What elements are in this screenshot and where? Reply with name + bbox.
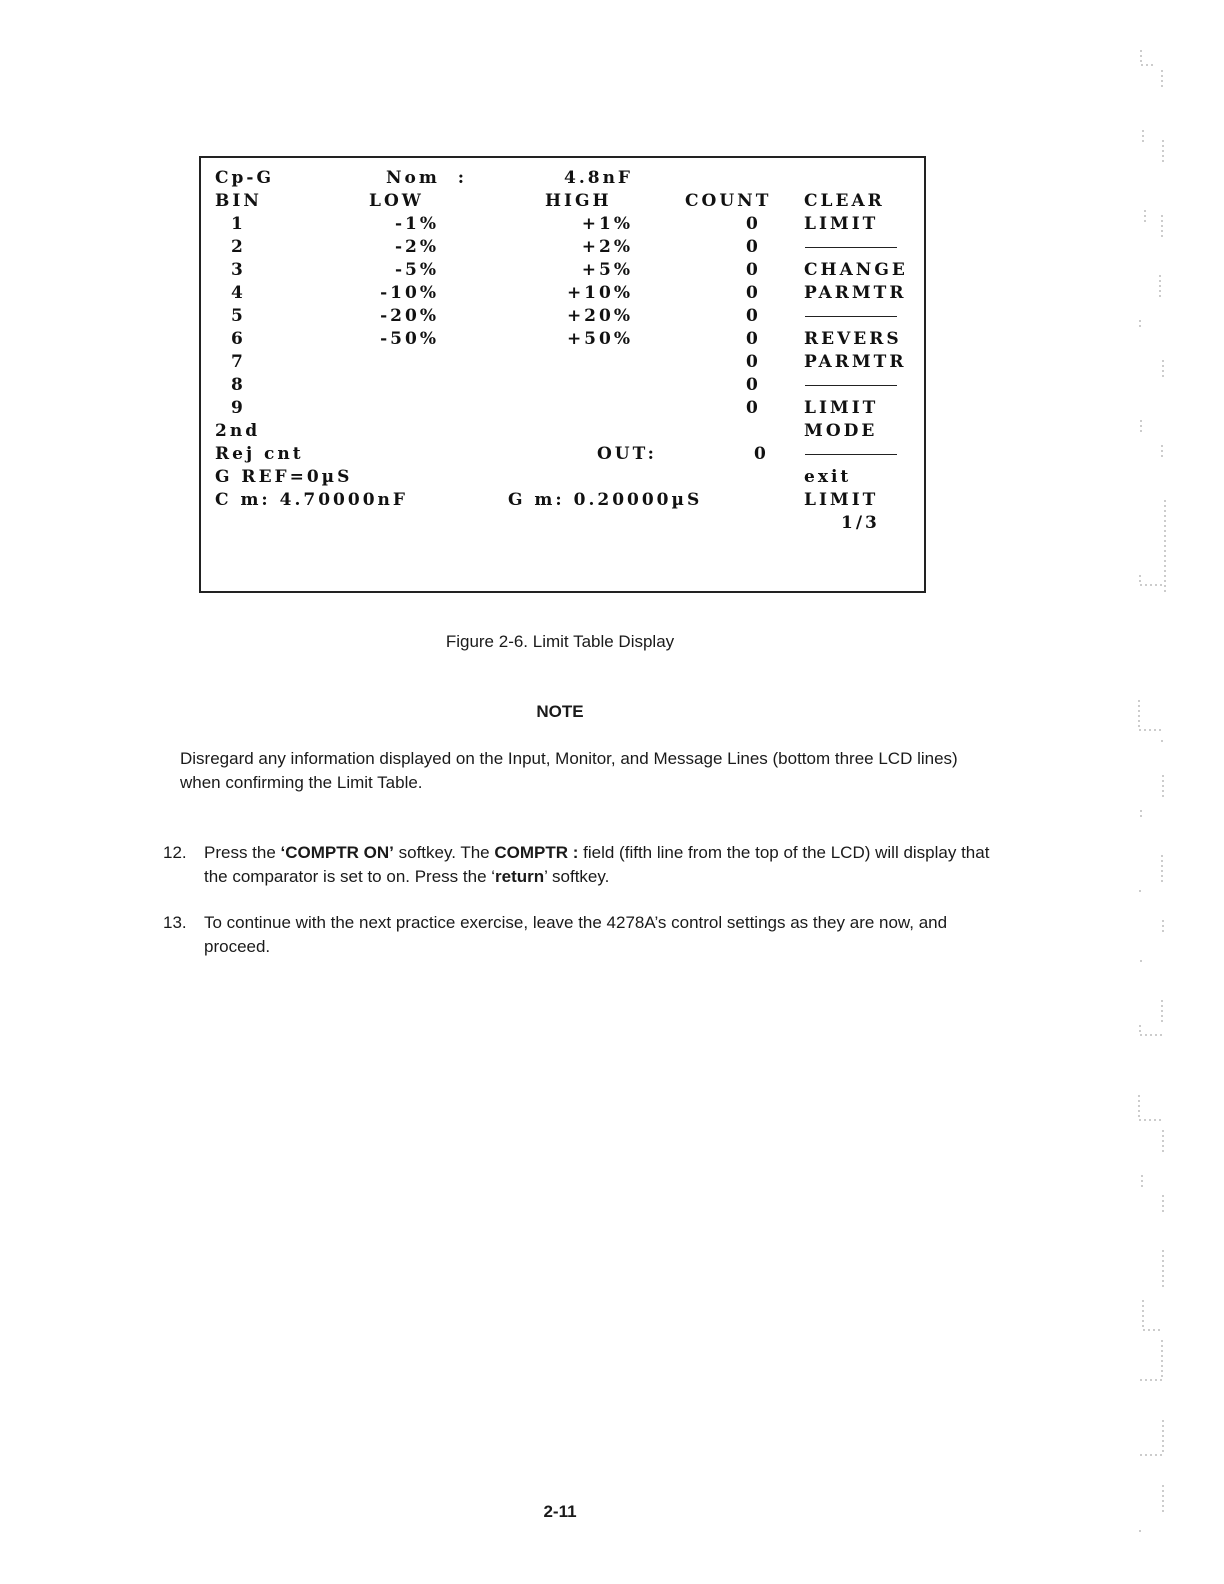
lcd-out-value: 0 bbox=[754, 444, 769, 464]
bin-high: +5% bbox=[581, 260, 633, 280]
step-text: field (fifth line from the top of the LCD) will display that the comparator is set to on. Press the ‘ bbox=[204, 843, 990, 886]
bin-number: 9 bbox=[231, 398, 246, 418]
bin-number: 6 bbox=[231, 329, 246, 349]
bin-high: +2% bbox=[581, 237, 633, 257]
step-body bbox=[204, 841, 993, 889]
softkey-change-parmtr-line1: CHANGE bbox=[804, 260, 908, 280]
softkey-exit-limit-line1: exit bbox=[804, 467, 852, 487]
lcd-gm: G m: 0.20000µS bbox=[508, 490, 703, 510]
bin-count: 0 bbox=[746, 237, 761, 257]
note-title: NOTE bbox=[536, 702, 584, 721]
bin-count: 0 bbox=[746, 260, 761, 280]
step-field-name: COMPTR : bbox=[494, 843, 579, 862]
lcd-header-bin: BIN bbox=[215, 191, 262, 211]
softkey-separator bbox=[805, 385, 897, 386]
lcd-out-label: OUT: bbox=[597, 444, 657, 464]
bin-number: 7 bbox=[231, 352, 246, 372]
step-text: softkey. The bbox=[393, 843, 495, 862]
softkey-separator bbox=[805, 247, 897, 248]
softkey-revers-parmtr-line1: REVERS bbox=[804, 329, 902, 349]
bin-number: 1 bbox=[231, 214, 246, 234]
bin-count: 0 bbox=[746, 214, 761, 234]
bin-high: +20% bbox=[566, 306, 633, 326]
bin-number: 8 bbox=[231, 375, 246, 395]
lcd-second: 2nd bbox=[215, 421, 261, 441]
bin-low: -50% bbox=[380, 329, 439, 349]
lcd-gref: G REF=0µS bbox=[215, 467, 353, 487]
softkey-change-parmtr-line2: PARMTR bbox=[804, 283, 907, 303]
lcd-rej-label: Rej cnt bbox=[215, 444, 304, 464]
step-number: 12. bbox=[163, 843, 187, 862]
softkey-separator bbox=[805, 454, 897, 455]
page-number: 2-11 bbox=[543, 1502, 577, 1521]
bin-low: -2% bbox=[394, 237, 439, 257]
softkey-revers-parmtr-line2: PARMTR bbox=[804, 352, 907, 372]
bin-low: -20% bbox=[380, 306, 439, 326]
step-body: To continue with the next practice exercise, leave the 4278A’s control settings as they are now, and proceed. bbox=[204, 913, 948, 956]
softkey-limit-mode-line2: MODE bbox=[804, 421, 878, 441]
lcd-page-indicator: 1/3 bbox=[841, 513, 880, 533]
note-body: Disregard any information displayed on the Input, Monitor, and Message Lines (bottom three LCD lines) when confirming the Limit Table. bbox=[180, 749, 958, 792]
softkey-clear-limit-line1: CLEAR bbox=[804, 191, 885, 211]
bin-number: 3 bbox=[231, 260, 246, 280]
bin-count: 0 bbox=[746, 283, 761, 303]
bin-count: 0 bbox=[746, 329, 761, 349]
lcd-header-low: LOW bbox=[369, 191, 424, 211]
bin-high: +50% bbox=[566, 329, 633, 349]
bin-number: 2 bbox=[231, 237, 246, 257]
softkey-separator bbox=[805, 316, 897, 317]
bin-high: +10% bbox=[566, 283, 633, 303]
softkey-exit-limit-line2: LIMIT bbox=[804, 490, 879, 510]
bin-low: -1% bbox=[394, 214, 439, 234]
softkey-limit-mode-line1: LIMIT bbox=[804, 398, 879, 418]
step-13 bbox=[163, 911, 993, 959]
bin-number: 5 bbox=[231, 306, 246, 326]
bin-count: 0 bbox=[746, 306, 761, 326]
step-12 bbox=[163, 841, 993, 889]
bin-count: 0 bbox=[746, 398, 761, 418]
limit-table-display bbox=[199, 156, 926, 593]
bin-low: -10% bbox=[380, 283, 439, 303]
lcd-header-high: HIGH bbox=[545, 191, 612, 211]
scan-edge-marks bbox=[1135, 40, 1175, 1550]
step-number: 13. bbox=[163, 913, 187, 932]
lcd-mode: Cp-G bbox=[215, 168, 274, 188]
step-key-name: return bbox=[495, 867, 545, 886]
lcd-cm: C m: 4.70000nF bbox=[215, 490, 408, 510]
figure-caption: Figure 2-6. Limit Table Display bbox=[445, 632, 675, 651]
softkey-clear-limit-line2: LIMIT bbox=[804, 214, 879, 234]
step-text: ’ softkey. bbox=[544, 867, 610, 886]
lcd-nom-label: Nom : bbox=[386, 168, 467, 188]
lcd-nom-value: 4.8nF bbox=[564, 168, 634, 188]
bin-count: 0 bbox=[746, 352, 761, 372]
bin-high: +1% bbox=[581, 214, 633, 234]
step-text: Press the bbox=[204, 843, 281, 862]
bin-number: 4 bbox=[231, 283, 246, 303]
lcd-header-count: COUNT bbox=[685, 191, 772, 211]
bin-low: -5% bbox=[394, 260, 439, 280]
bin-count: 0 bbox=[746, 375, 761, 395]
step-key-name: ‘COMPTR ON’ bbox=[280, 843, 394, 862]
